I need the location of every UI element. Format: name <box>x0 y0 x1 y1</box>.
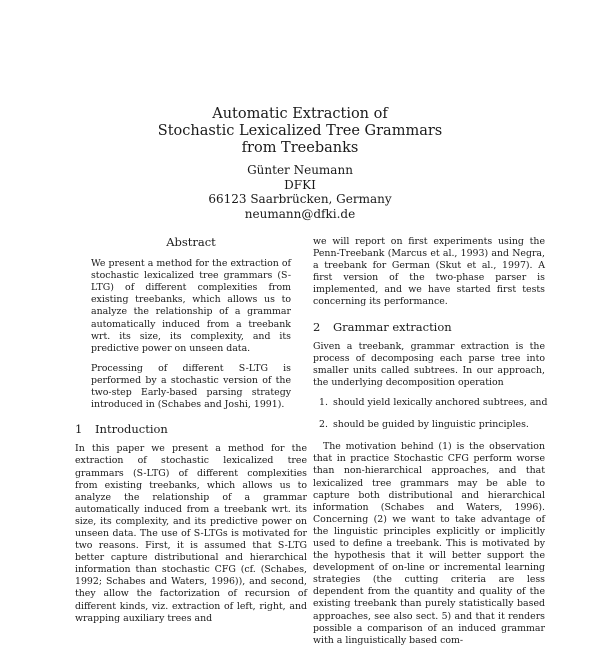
author-name: Günter Neumann <box>247 163 353 177</box>
title-line-2: Stochastic Lexicalized Tree Grammars <box>157 123 443 139</box>
title-line-1: Automatic Extraction of <box>212 106 388 122</box>
author-email: neumann@dfki.de <box>244 206 356 221</box>
list-item <box>313 419 545 431</box>
left-column <box>75 236 307 625</box>
motivation-paragraph: The motivation behind (1) is the observation that in practice Stochastic CFG perform worse than non-hierarchical approaches, and that lexicalized tree grammars may be able to capture both distributional and hierarchical information (Schabes and Waters, 1996). Concerning (2) we want to take advantage of the linguistic principles explicitly or implicitly used to define a treebank. This is motivated by the hypothesis that it will better support the development of on-line or incremental learning strategies (the cutting criteria are less dependent from the quantity and quality of the existing treebank than purely statistically based approaches, see also sect. 5) and that it renders possible a comparison of an induced grammar with a linguistically based com- <box>313 441 545 646</box>
abstract-paragraph-1: We present a method for the extraction of stochastic lexicalized tree grammars (S-LTG) of different complexities from existing treebanks, which allows us to analyze the relationship of a grammar automatically induced from a treebank wrt. its size, its complexity, and its predictive power on unseen data. <box>91 258 291 354</box>
section-1-number: 1 <box>75 422 83 437</box>
section-1-heading <box>75 423 307 435</box>
author-address: 66123 Saarbrücken, Germany <box>208 192 392 206</box>
list-item-text: should yield lexically anchored subtrees, and <box>333 397 548 409</box>
right-column <box>313 236 548 647</box>
list-item <box>313 397 548 409</box>
list-item-number: 2. <box>319 419 328 431</box>
principles-list <box>313 397 548 431</box>
author-affiliation: DFKI <box>284 177 316 192</box>
paper-title <box>0 106 600 157</box>
list-item-number: 1. <box>319 397 328 409</box>
list-item-text: should be guided by linguistic principles. <box>333 419 529 431</box>
title-line-3: from Treebanks <box>241 140 359 156</box>
section-2-title: Grammar extraction <box>333 319 452 334</box>
section-2-heading <box>313 321 545 333</box>
abstract-body <box>75 258 307 411</box>
abstract-heading: Abstract <box>166 235 216 249</box>
author-block <box>0 163 600 221</box>
continued-paragraph: we will report on first experiments using the Penn-Treebank (Marcus et al., 1993) and Negra, a treebank for German (Skut et al., 1997). A first version of the two-phase parser is implemented, and we have started first tests concerning its performance. <box>313 236 545 308</box>
grammar-extraction-paragraph: Given a treebank, grammar extraction is the process of decomposing each parse tree into smaller units called subtrees. In our approach, the underlying decomposition operation <box>313 340 545 388</box>
intro-paragraph: In this paper we present a method for the extraction of stochastic lexicalized tree grammars (S-LTG) of different complexities from existing treebanks, which allows us to analyze the relationship of a grammar automatically induced from a treebank wrt. its size, its complexity, and its predictive power on unseen data. The use of S-LTGs is motivated for two reasons. First, it is assumed that S-LTG better capture distributional and hierarchical information than stochastic CFG (cf. (Schabes, 1992; Schabes and Waters, 1996)), and second, they allow the factorization of recursion of different kinds, viz. extraction of left, right, and wrapping auxiliary trees and <box>75 443 307 624</box>
section-1-title: Introduction <box>95 422 168 437</box>
section-2-number: 2 <box>313 319 321 334</box>
abstract-paragraph-2: Processing of different S-LTG is performed by a stochastic version of the two-step Early-based parsing strategy introduced in (Schabes and Joshi, 1991). <box>91 362 291 411</box>
